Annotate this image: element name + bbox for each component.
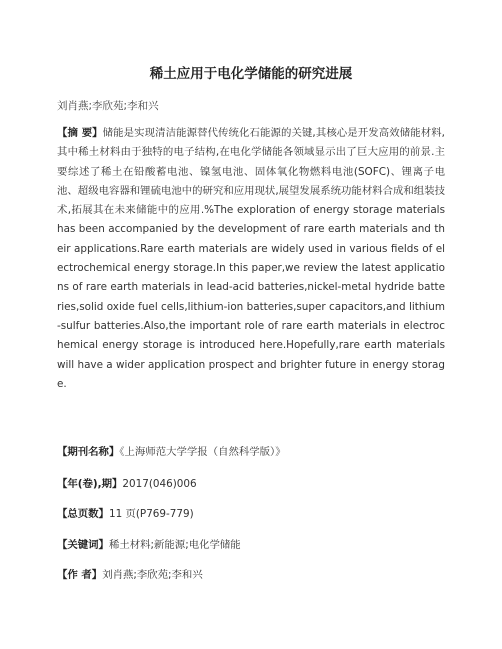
author-line: 刘肖燕;李欣苑;李和兴 (57, 100, 159, 112)
journal-value: 《上海师范大学学报（自然科学版）》 (119, 446, 286, 458)
authors-field (57, 566, 203, 581)
journal-field (57, 443, 286, 458)
pages-label: 【总页数】 (57, 508, 109, 520)
pages-field (57, 505, 194, 520)
keywords-field (57, 536, 241, 551)
year-label: 【年(卷),期】 (57, 478, 123, 490)
abstract-label: 【摘 要】 (57, 127, 103, 139)
year-field (57, 475, 197, 490)
year-value: 2017(046)006 (122, 478, 197, 490)
authors-label: 【作 者】 (57, 569, 103, 581)
keywords-label: 【关键词】 (57, 539, 109, 551)
authors-value: 刘肖燕;李欣苑;李和兴 (102, 569, 203, 581)
journal-label: 【期刊名称】 (57, 446, 120, 458)
paper-title: 稀土应用于电化学储能的研究进展 (149, 66, 353, 82)
keywords-value: 稀土材料;新能源;电化学储能 (108, 539, 241, 551)
abstract-block (57, 124, 445, 394)
pages-value: 11 页(P769-779) (108, 508, 194, 520)
abstract-text: 储能是实现清洁能源替代传统化石能源的关键,其核心是开发高效储能材料,其中稀土材料由于独特的电子结构,在电化学储能各领域显示出了巨大应用的前景.主要综述了稀土在铅酸蓄电池、镍氢电池、固体氧化物燃料电池(SOFC)、锂离子电池、超级电容器和锂硫电池中的研究和应用现状,展望发展系统功能材料合成和组装技术,拓展其在未来储能中的应用.%The exploration of energy storage materials has been accompanied by the development of rare earth materials and their applications.Rare earth materials are widely used in various fields of electrochemical energy storage.In this paper,we review the latest applications of rare earth materials in lead-acid batteries,nickel-metal hydride batteries,solid oxide fuel cells,lithium-ion batteries,super capacitors,and lithium-sulfur batteries.Also,the important role of rare earth materials in electrochemical energy storage is introduced here.Hopefully,rare earth materials will have a wider application prospect and brighter future in energy storage. (57, 127, 445, 390)
